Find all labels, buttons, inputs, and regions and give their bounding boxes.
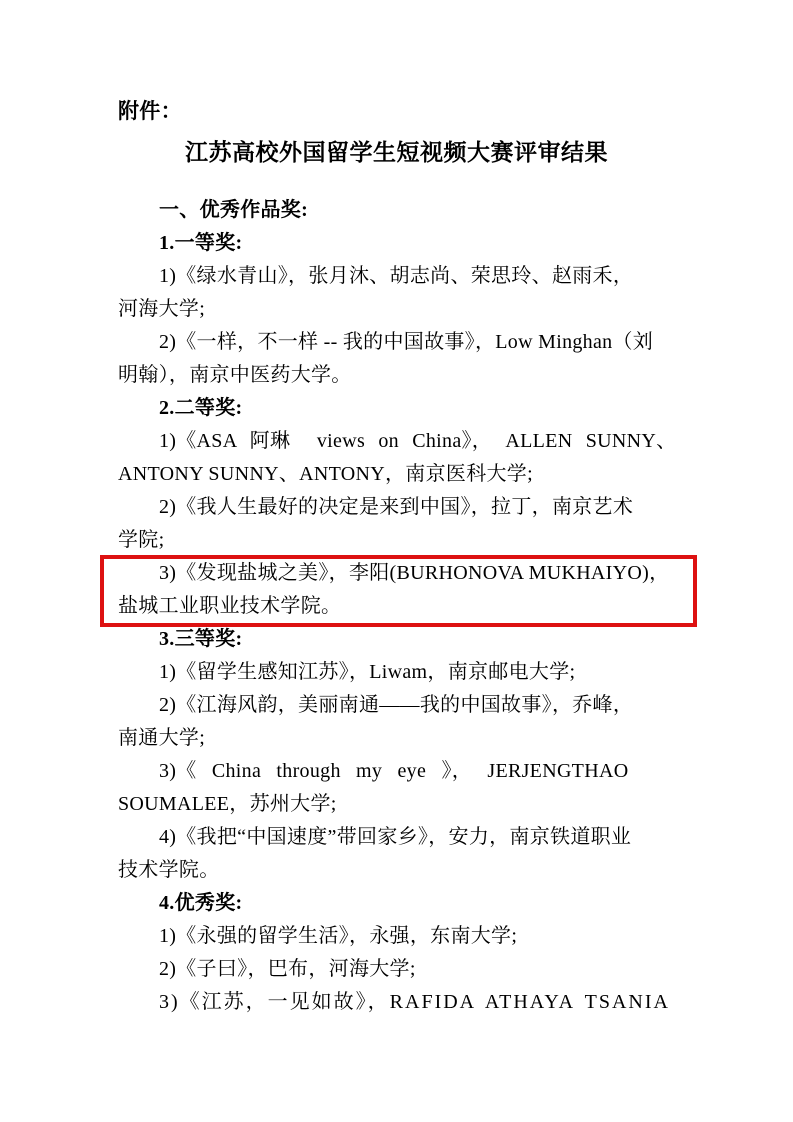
award-entry-line: SOUMALEE，苏州大学;: [118, 793, 337, 815]
award-entry-line: 2)《子曰》，巴布，河海大学;: [159, 958, 416, 980]
prize-heading-excellence: 4.优秀奖:: [159, 892, 243, 914]
prize-heading-first: 1.一等奖:: [159, 232, 243, 254]
prize-heading-third: 3.三等奖:: [159, 628, 243, 650]
award-entry-line: 3)《江苏，一见如故》，RAFIDA ATHAYA TSANIA: [159, 991, 670, 1013]
award-entry-line: 1)《绿水青山》，张月沐、胡志尚、荣思玲、赵雨禾，: [159, 265, 634, 287]
award-entry-line: 2)《我人生最好的决定是来到中国》，拉丁，南京艺术: [159, 496, 634, 518]
award-entry-line: 南通大学;: [118, 727, 206, 749]
section-heading: 一、优秀作品奖:: [159, 199, 309, 221]
award-entry-line: ANTONY SUNNY、ANTONY，南京医科大学;: [118, 463, 533, 485]
award-entry-line: 4)《我把“中国速度”带回家乡》，安力，南京铁道职业: [159, 826, 632, 848]
award-entry-line: 学院;: [118, 529, 165, 551]
award-entry-line: 1)《永强的留学生活》，永强，东南大学;: [159, 925, 518, 947]
award-entry-line: 1)《留学生感知江苏》，Liwam，南京邮电大学;: [159, 661, 576, 683]
attachment-label: 附件：: [118, 99, 182, 123]
award-entry-line: 3)《 China through my eye 》， JERJENGTHAO: [159, 760, 629, 782]
award-entry-line: 明翰），南京中医药大学。: [118, 364, 352, 386]
document-title: 江苏高校外国留学生短视频大赛评审结果: [185, 140, 608, 165]
award-entry-line: 2)《江海风韵，美丽南通——我的中国故事》，乔峰，: [159, 694, 634, 716]
award-entry-line: 河海大学;: [118, 298, 206, 320]
award-entry-line: 技术学院。: [118, 859, 220, 881]
prize-heading-second: 2.二等奖:: [159, 397, 243, 419]
award-entry-line-highlighted: 3)《发现盐城之美》，李阳(BURHONOVA MUKHAIYO)，: [159, 562, 670, 584]
award-entry-line: 1)《ASA 阿琳 views on China》， ALLEN SUNNY、: [159, 430, 677, 452]
award-entry-line: 2)《一样，不一样 -- 我的中国故事》，Low Minghan（刘: [159, 331, 654, 353]
award-entry-line-highlighted: 盐城工业职业技术学院。: [118, 595, 342, 617]
